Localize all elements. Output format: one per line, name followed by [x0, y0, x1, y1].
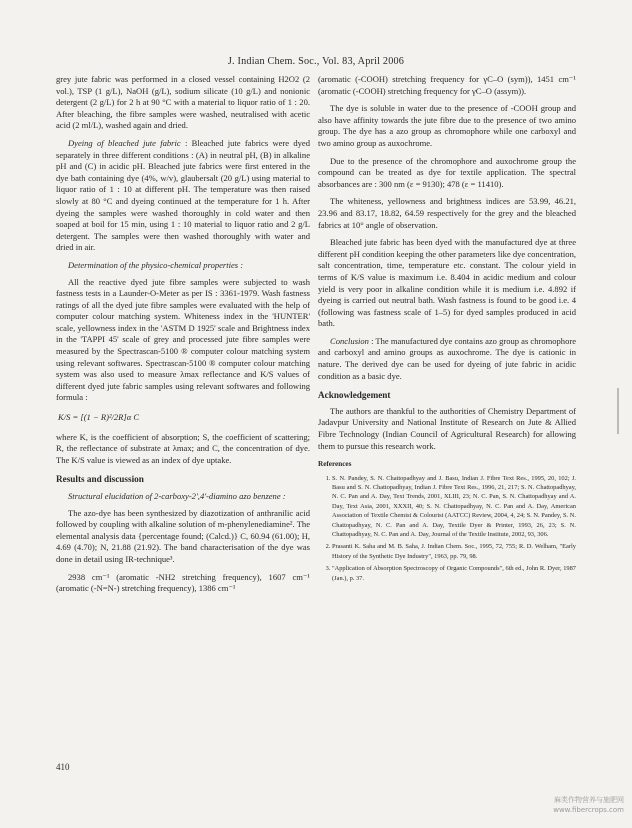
- conclusion-heading: Conclusion: [330, 335, 369, 346]
- paragraph-solubility: The dye is soluble in water due to the presence of -COOH group and also have affinity towards the jute fibre due to the presence of two amino group. The dye has a azo group as chromophore while one carboxyl and two amino group as auxochrome.: [318, 103, 576, 148]
- acknowledgement-heading: Acknowledgement: [318, 390, 391, 401]
- paragraph-bleaching: grey jute fabric was performed in a closed vessel containing H2O2 (2 vol.), TSP (1 g/L), NaOH (g/L), sodium silicate (10 g/L) and nonionic detergent (2 g/L) for 2 h at 90 °C with a material to liquor ratio of 1 : 20. After bleaching, the fibre samples were washed, neutralised with acetic acid (2 ml/L), washed again and dried.: [56, 74, 310, 131]
- reference-item: 2. Prasanti K. Saha and M. B. Saha, J. Indian Chem. Soc., 1995, 72, 755; R. D. Welham, "Early History of the Synthetic Dye Industry", 1963, pp. 79, 98.: [332, 542, 576, 561]
- conclusion-body: : The manufactured dye contains azo group as chromophore and carboxyl and amino groups as auxochrome. The dye is cationic in nature. The derived dye can be used for dyeing of jute fabric in acidic condition as a basic dye.: [318, 335, 576, 381]
- right-column: [318, 74, 576, 586]
- paragraph-spectral: Due to the presence of the chromophore and auxochrome group the compound can be treated as dye for textile application. The spectral absorbances are : 300 nm (ε = 9130); 478 (ε = 11410).: [318, 155, 576, 189]
- paragraph-conclusion: [318, 336, 576, 382]
- references-heading: References: [318, 460, 352, 469]
- dyeing-body: : Bleached jute fabrics were dyed separately in three different conditions : (A) in neutral pH, (B) in alkaline pH and (C) in acidic pH. Bleached jute fabrics were first entered in the dye bath containing dye (4%, w/v), glaubersalt (20 g/L) using material to liquor ratio of 1 : 10 at different pH. The temperature was then raised slowly at 80 °C and dyeing continued at the temperature for 1 h. After dyeing the samples were washed thoroughly in cold water and then soaped at boil for 15 min, using 1 : 10 material to liquor ratio and 2 g/L detergent. The samples were then washed thoroughly with water and dried in air.: [56, 137, 311, 253]
- paragraph-wash-fastness: All the reactive dyed jute fibre samples were subjected to wash fastness tests in a Launder-O-Meter as per IS : 3361-1979. Wash fastness ratings of all the dyed jute fibre samples were evaluated with the help of computer colour matching system. Whiteness index in the 'HUNTER' scale, yellowness index in the 'ASTM D 1925' scale and Brightness index in the 'TAPPI 45' scale of grey and processed jute fibre samples were measured by the Spectrascan-5100 ® computer colour matching system using relevant softwares. Spectrascan-5100 ® computer colour matching system was also used to measure λmax reflectance and K/S values of different dyed jute fabric samples using relevant softwares and following formula :: [56, 276, 310, 403]
- watermark-chinese: 麻类作物营养与施肥网: [554, 796, 624, 804]
- margin-pen-mark: [617, 388, 619, 434]
- reference-item: 3. "Application of Absorption Spectroscopy of Organic Compounds", 6th ed., John R. Dyer, 1987 (Jan.), p. 37.: [332, 564, 576, 583]
- structural-subhead: Structural elucidation of 2-carboxy-2′,4′-diamino azo benzene :: [68, 491, 286, 501]
- paragraph-indices: The whiteness, yellowness and brightness indices are 53.99, 46.21, 23.96 and 83.17, 18.82, 64.59 respectively for the grey and the bleached fabrics at 10° angle of observation.: [318, 196, 576, 230]
- results-heading: Results and discussion: [56, 474, 144, 485]
- paragraph-dyeing: [56, 138, 310, 254]
- watermark-url: www.fibercrops.com: [553, 806, 624, 814]
- paragraph-colour-yield: Bleached jute fabric has been dyed with the manufactured dye at three different pH condition keeping the other parameters like dye concentration, salt concentration, time, temperature etc. constant. The colour yield in terms of K/S value is maximum i.e. 8.404 in acidic medium and colour yield is very poor in alkaline condition while it is medium i.e. 4.892 if dyeing is carried out neutral bath. Wash fastness is found to be good i.e. 4 (following was fastness scale of 1–5) for dyed samples produced in acid bath.: [318, 237, 576, 329]
- paragraph-azo-dye: The azo-dye has been synthesized by diazotization of anthranilic acid followed by coupling with alkaline solution of m-phenylenediamine². The elemental analysis data {percentage found; (Calcd.)} C, 60.94 (61.00); H, 4.69 (4.70); N, 21.88 (21.92). The band characterisation of the dye was done in detail using IR-technique³.: [56, 507, 310, 564]
- ks-equation: K/S = [(1 − R)²/2R]α C: [58, 412, 140, 423]
- paragraph-ir-bands: 2938 cm⁻¹ (aromatic -NH2 stretching frequency), 1607 cm⁻¹ (aromatic (-N=N-) stretching frequency), 1386 cm⁻¹: [56, 571, 310, 594]
- paragraph-equation-terms: where K, is the coefficient of absorption; S, the coefficient of scattering; R, the reflectance of substrate at λmax; and C, the concentration of dye. The K/S value is viewed as an index of dye uptake.: [56, 431, 310, 465]
- acknowledgement-body: The authors are thankful to the authorities of Chemistry Department of Jadavpur University and National Institute of Research on Jute & Allied Fibre Technology (Indian Council of Agricultural Research) for allowing them to pursue this research work.: [318, 405, 576, 451]
- running-head: J. Indian Chem. Soc., Vol. 83, April 2006: [227, 56, 405, 67]
- left-column: [56, 74, 310, 601]
- references-list: [318, 474, 576, 583]
- dyeing-subhead: Dyeing of bleached jute fabric: [68, 137, 181, 148]
- paragraph-ir-continued: (aromatic (-COOH) stretching frequency for γC–O (sym)), 1451 cm⁻¹ (aromatic (-COOH) stretching frequency for γC–O (assym)).: [318, 74, 576, 96]
- reference-item: 1. S. N. Pandey, S. N. Chattopadhyay and J. Basu, Indian J. Fibre Text Res., 1995, 20, 102; J. Basu and S. N. Chattopadhyay, Indian J. Fibre Text Res., 1996, 21, 217; S. N. Chattopadhyay, N. C. Pan and A. Day, Text Trends, 2001, XLIII, 23; N. C. Pan, S. N. Chattopadhyay and A. Day, Text Asia, 2001, XXXII, 40; S. N. Chattopadhyay, N. C. Pan and A. Day, American Association of Textile Chemist & Colourist (AATCC) Review, 2004, 4, 24; S. N. Pandey, S. N. Chattopadhyay, N. C. Pan and A. Day, Textile Dyer & Printer, 1993, 26, 23; S. N. Chattopadhyay, N. C. Pan and A. Day, Journal of the Textile Institute, 2002, 93, 306.: [332, 474, 576, 540]
- determination-subhead: Determination of the physico-chemical properties :: [68, 259, 244, 270]
- site-watermark: [488, 795, 624, 815]
- page-number: 410: [56, 762, 70, 772]
- references-section: [318, 460, 576, 583]
